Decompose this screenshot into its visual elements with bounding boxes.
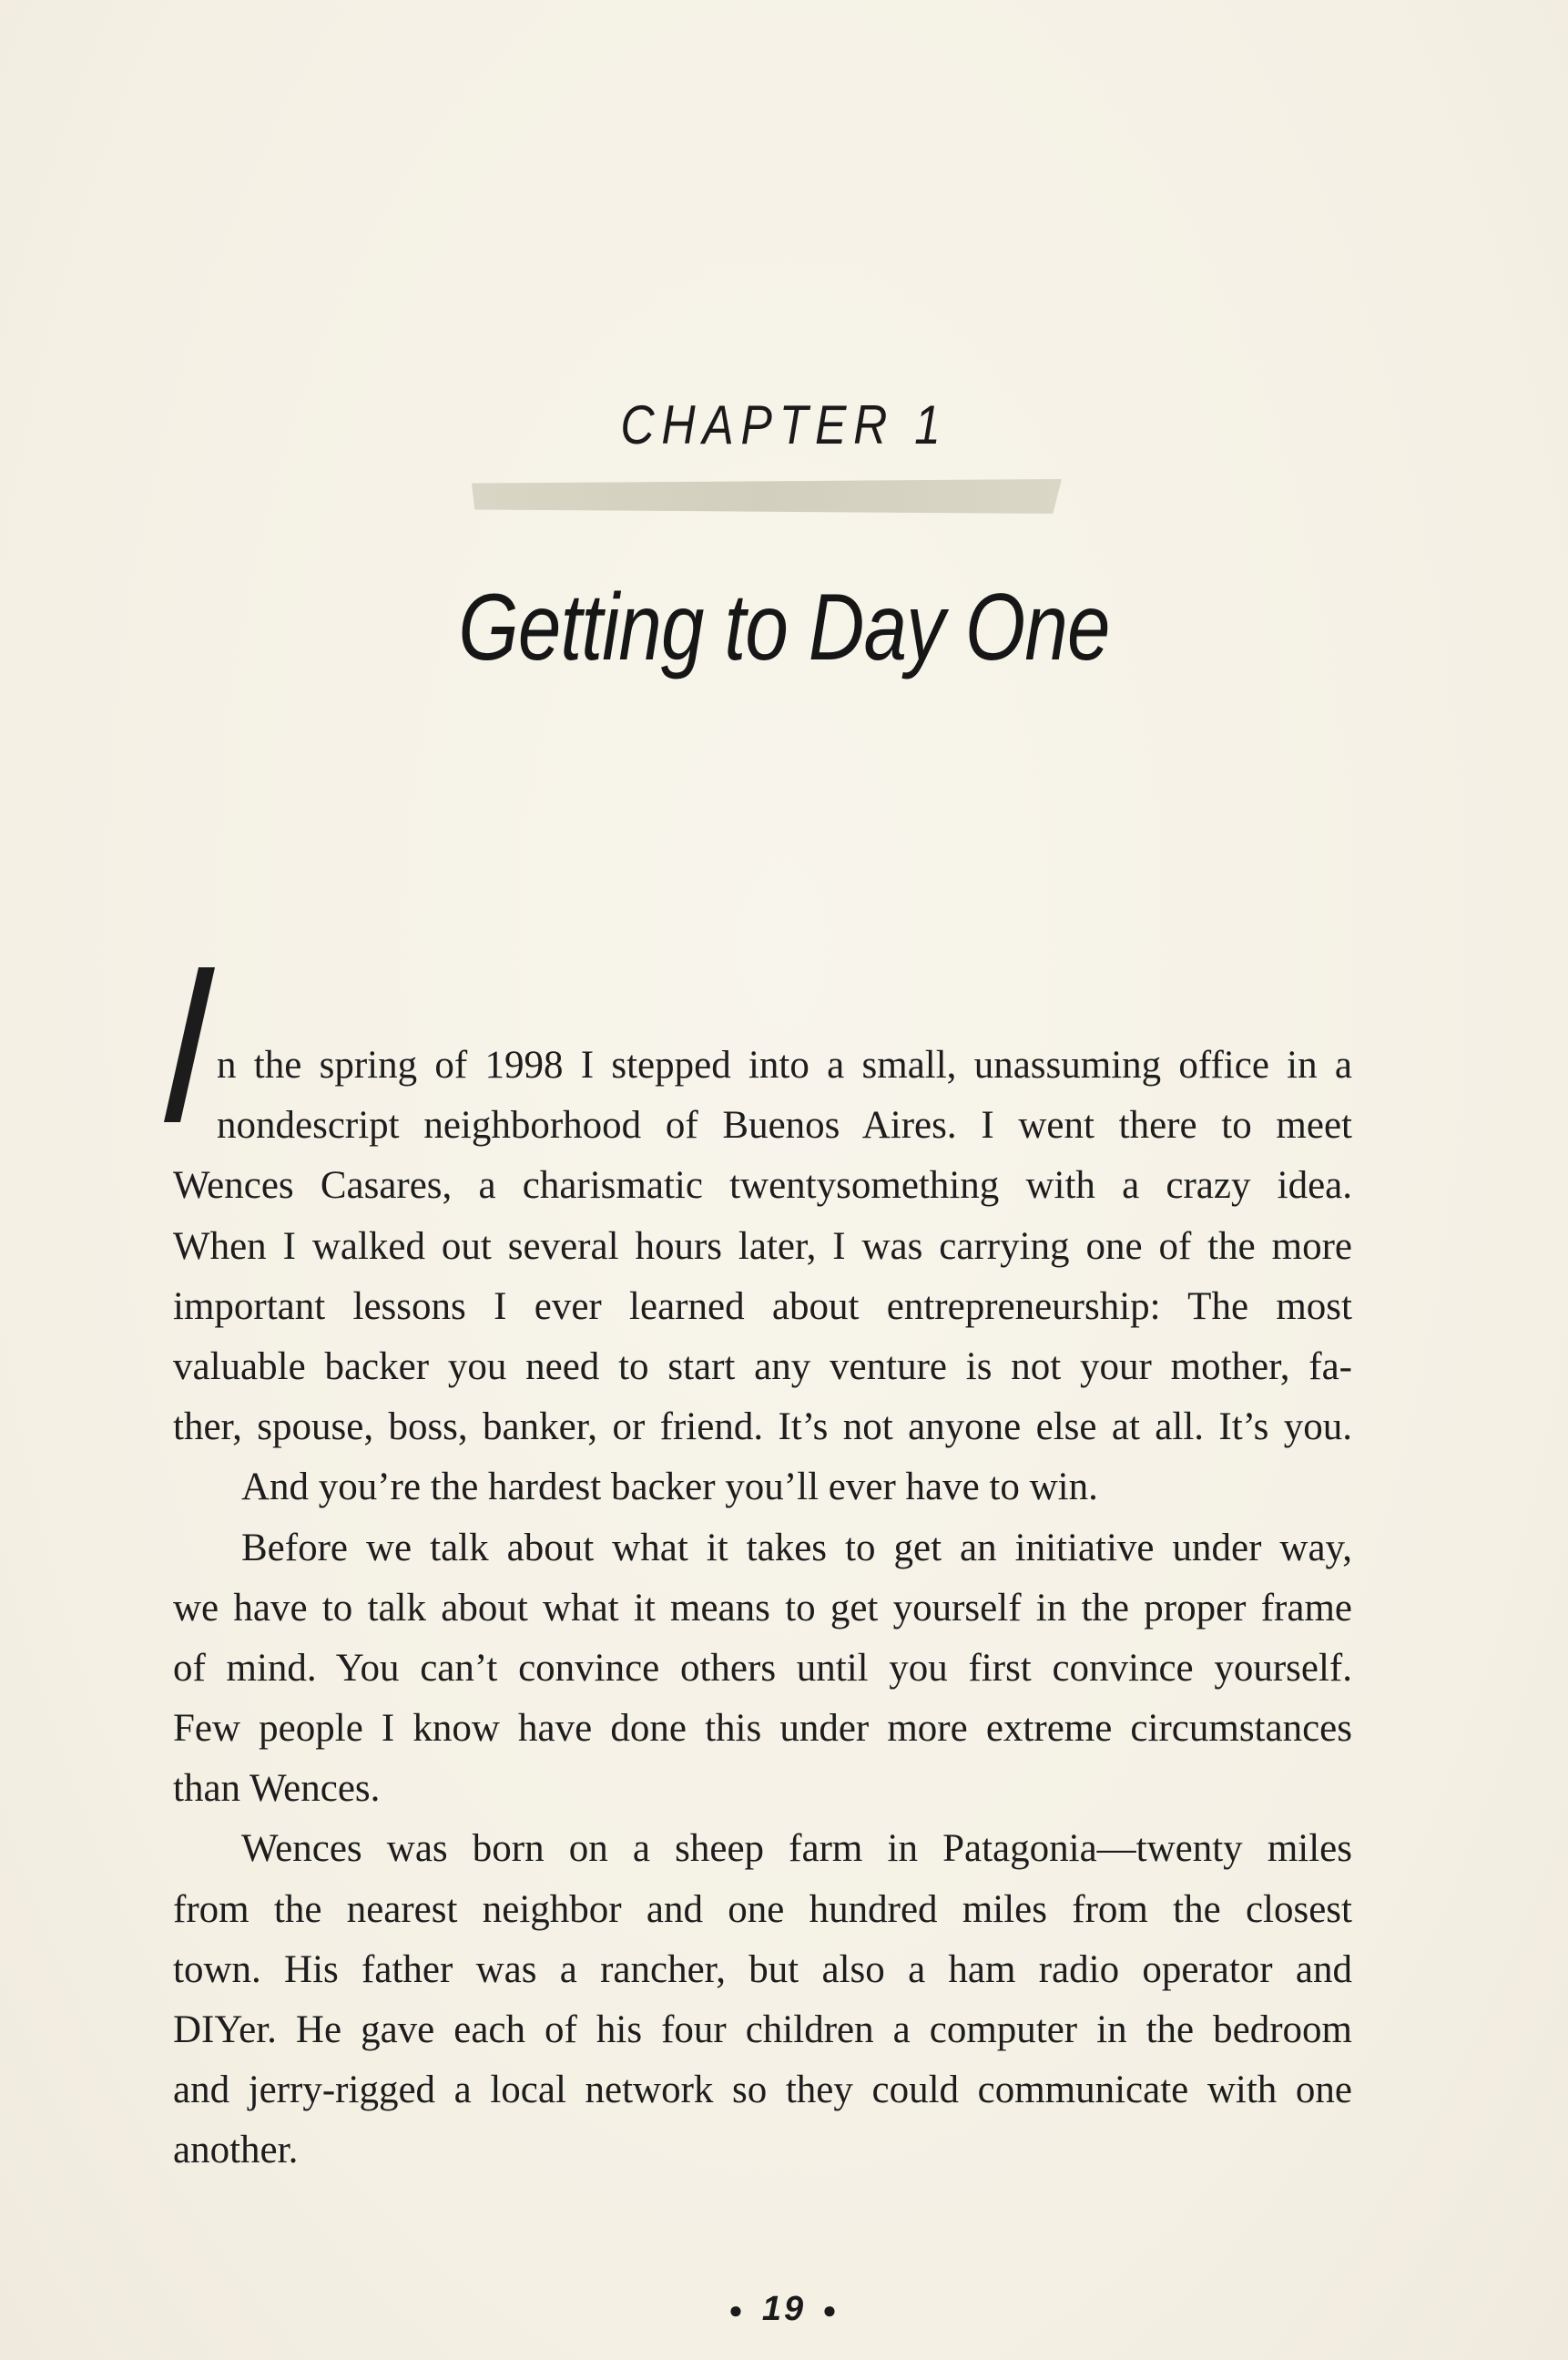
chapter-rule	[472, 479, 1062, 514]
paragraph	[173, 1819, 1352, 2181]
text-line: And you’re the hardest backer you’ll ever have to win.	[241, 1466, 1098, 1509]
page-number-value: 19	[761, 2290, 807, 2328]
text-line: Wences Casares, a charismatic twentysomething with a crazy idea.	[173, 1164, 1352, 1208]
text-line: we have to talk about what it means to get yourself in the proper frame	[173, 1586, 1352, 1630]
text-line: Wences was born on a sheep farm in Patagonia—twenty miles	[241, 1827, 1352, 1871]
chapter-title: Getting to Day One	[458, 575, 1110, 680]
text-line: than Wences.	[173, 1767, 381, 1811]
bullet-icon: ●	[728, 2296, 746, 2324]
paragraph	[173, 1036, 1352, 1457]
text-line: Before we talk about what it takes to get an initiative under way,	[241, 1526, 1352, 1569]
text-line: from the nearest neighbor and one hundred miles from the closest	[173, 1887, 1352, 1931]
page-number	[0, 2290, 1568, 2329]
text-line: nondescript neighborhood of Buenos Aires. I went there to meet	[217, 1104, 1352, 1148]
text-line: ther, spouse, boss, banker, or friend. It’s not anyone else at all. It’s you.	[173, 1405, 1352, 1449]
text-line: DIYer. He gave each of his four children a computer in the bedroom	[173, 2008, 1352, 2051]
chapter-label: CHAPTER 1	[620, 394, 948, 455]
text-line: n the spring of 1998 I stepped into a small, unassuming office in a	[217, 1044, 1352, 1087]
text-line: valuable backer you need to start any venture is not your mother, fa-	[173, 1344, 1352, 1388]
text-line: When I walked out several hours later, I was carrying one of the more	[173, 1224, 1352, 1268]
bullet-icon: ●	[822, 2296, 840, 2324]
text-line: and jerry-rigged a local network so they could communicate with one	[173, 2069, 1352, 2112]
paragraph	[173, 1518, 1352, 1820]
text-line: another.	[173, 2129, 299, 2172]
paragraph	[173, 1457, 1352, 1517]
text-line: of mind. You can’t convince others until you first convince yourself.	[173, 1646, 1352, 1690]
text-line: town. His father was a rancher, but also a ham radio operator and	[173, 1947, 1352, 1991]
body-text	[173, 1036, 1352, 2181]
text-line: important lessons I ever learned about entrepreneurship: The most	[173, 1284, 1352, 1328]
text-line: Few people I know have done this under more extreme circumstances	[173, 1707, 1352, 1751]
